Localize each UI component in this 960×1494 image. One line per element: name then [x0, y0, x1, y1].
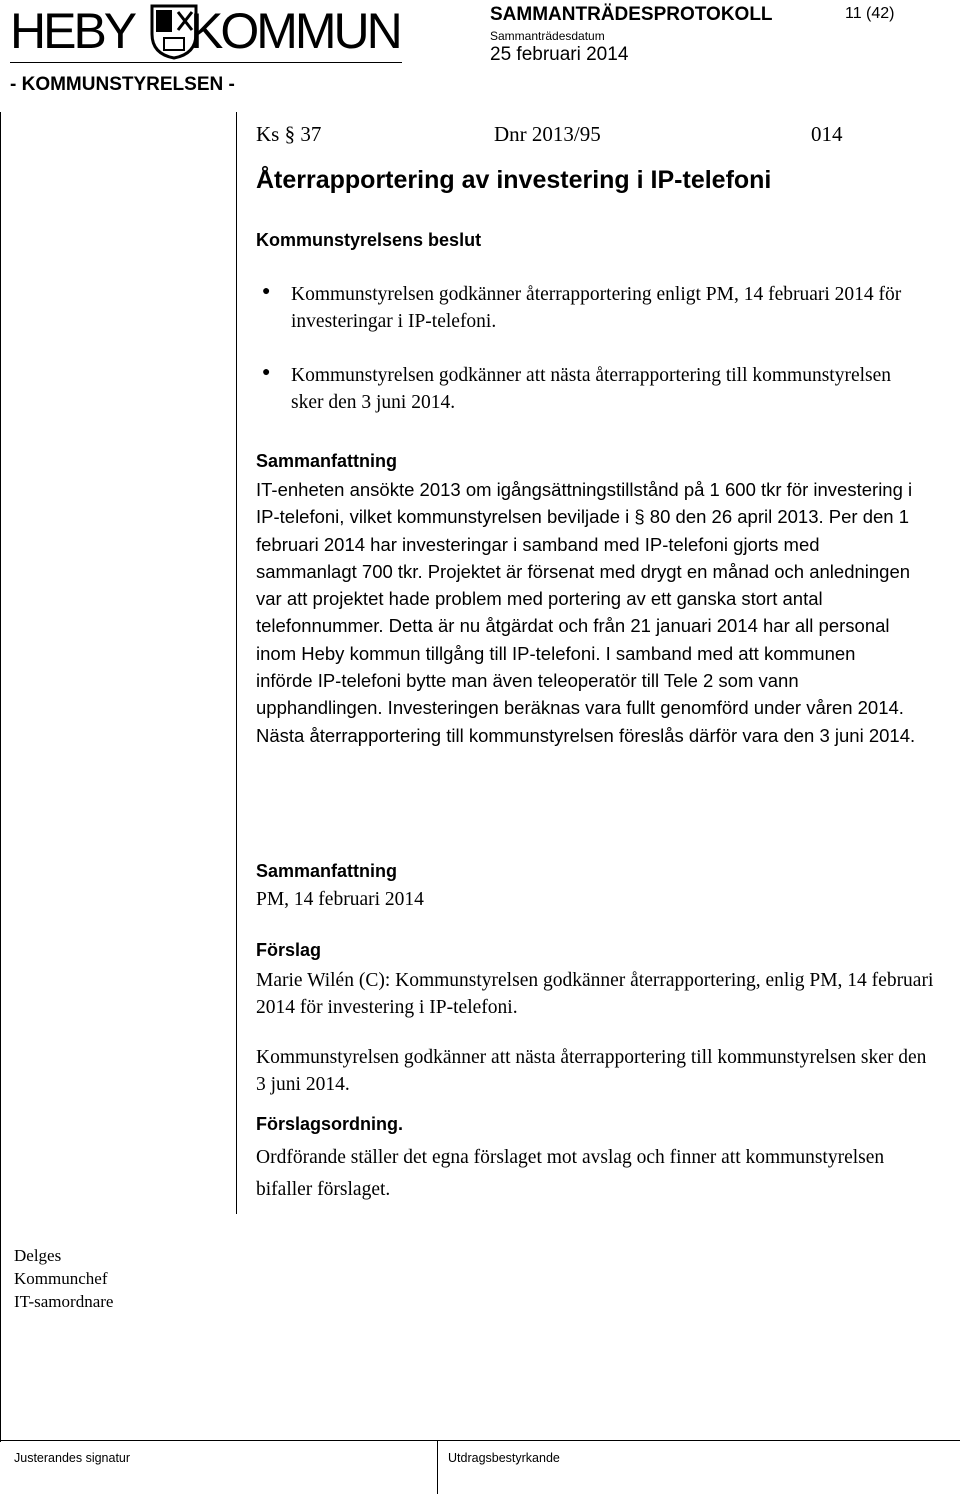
- department-name: - KOMMUNSTYRELSEN -: [10, 74, 235, 95]
- case-title: Återrapportering av investering i IP-telefoni: [256, 166, 772, 194]
- signature-label: Justerandes signatur: [14, 1451, 131, 1465]
- proposal-extra-text: Kommunstyrelsen godkänner att nästa återrapportering till kommunstyrelsen sker den 3 juni 2014.: [256, 1047, 927, 1095]
- column-separator: [236, 112, 237, 1214]
- footer-rule: [0, 1440, 960, 1441]
- proposal-text: Marie Wilén (C): Kommunstyrelsen godkänner återrapportering, enlig PM, 14 februari 2014 för investering i IP-telefoni.: [256, 970, 934, 1018]
- case-reference: Ks § 37: [256, 122, 322, 146]
- page-number: 11 (42): [845, 5, 895, 22]
- logo-underline: [10, 62, 402, 63]
- meeting-date-label: Sammanträdesdatum: [490, 29, 605, 43]
- distribution-list: [14, 1244, 113, 1313]
- footer-separator: [437, 1440, 438, 1494]
- logo-word-kommun: KOMMUN: [190, 3, 400, 59]
- protocol-title: SAMMANTRÄDESPROTOKOLL: [490, 4, 773, 25]
- summary-heading: Sammanfattning: [256, 451, 398, 471]
- diary-number: Dnr 2013/95: [494, 122, 601, 146]
- procedure-text: Ordförande ställer det egna förslaget mot avslag och finner att kommunstyrelsen bifaller förslaget.: [256, 1147, 885, 1200]
- distribution-recipient: Kommunchef: [14, 1269, 108, 1288]
- summary-text: IT-enheten ansökte 2013 om igångsättningstillstånd på 1 600 tkr för investering i IP-telefoni, vilket kommunstyrelsen beviljade i § 80 den 26 april 2013. Per den 1 februari 2014 har investeringar i samband med IP-telefoni gjorts med sammanlagt 700 tkr. Projektet är försenat med drygt en månad och anledningen var att projektet hade problem med portering av ett ganska stort antal telefonnummer. Detta är nu åtgärdat och från 21 januari 2014 har all personal inom Heby kommun tillgång till IP-telefoni. I samband med att kommunen införde IP-telefoni bytte man även teleoperatör till Tele 2 som vann upphandlingen. Investeringen beräknas vara fullt genomförd under våren 2014. Nästa återrapportering till kommunstyrelsen föreslås därför vara den 3 juni 2014.: [256, 479, 916, 746]
- bullet-icon: ●: [262, 284, 271, 299]
- distribution-label: Delges: [14, 1246, 62, 1265]
- case-code: 014: [811, 122, 843, 146]
- procedure-heading: Förslagsordning.: [256, 1114, 404, 1134]
- logo-word-heby: HEBY: [10, 3, 135, 59]
- heby-kommun-logo: [10, 2, 410, 66]
- decision-bullet-2: Kommunstyrelsen godkänner att nästa återrapportering till kommunstyrelsen sker den 3 juni 2014.: [291, 365, 892, 413]
- meeting-date: 25 februari 2014: [490, 44, 629, 65]
- summary-documents-text: PM, 14 februari 2014: [256, 889, 424, 910]
- decision-bullet-1: Kommunstyrelsen godkänner återrapportering enligt PM, 14 februari 2014 för investeringar i IP-telefoni.: [291, 284, 902, 332]
- left-margin-rule: [0, 112, 1, 1442]
- summary-documents-heading: Sammanfattning: [256, 861, 398, 881]
- bullet-icon: ●: [262, 365, 271, 380]
- decision-heading: Kommunstyrelsens beslut: [256, 230, 482, 250]
- distribution-recipient: IT-samordnare: [14, 1292, 114, 1311]
- proposal-heading: Förslag: [256, 940, 322, 960]
- extract-certification-label: Utdragsbestyrkande: [448, 1451, 560, 1465]
